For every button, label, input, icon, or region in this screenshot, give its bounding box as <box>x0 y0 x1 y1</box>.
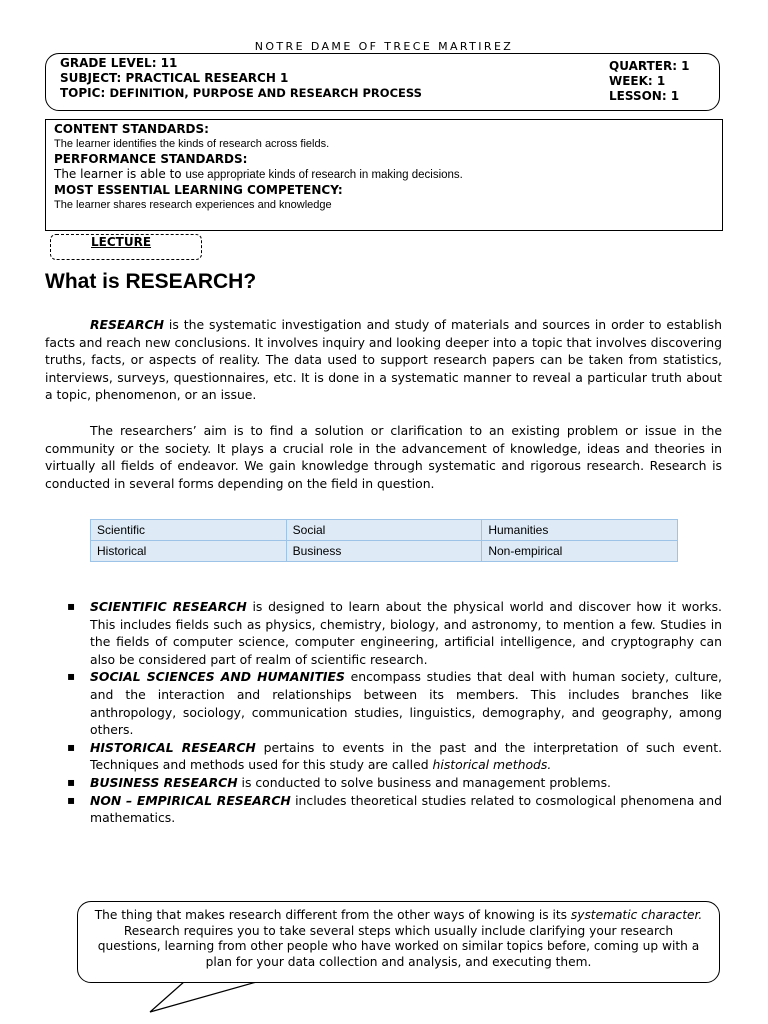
bullet-lead: SOCIAL SCIENCES AND HUMANITIES <box>90 669 345 685</box>
bullet-lead: NON – EMPIRICAL RESEARCH <box>90 792 291 808</box>
lesson: LESSON: 1 <box>609 89 680 103</box>
lecture-label: LECTURE <box>91 235 152 249</box>
school-name: NOTRE DAME OF TRECE MARTIREZ <box>254 40 514 53</box>
bullet-text: is conducted to solve business and management problems. <box>237 774 611 790</box>
bullet-text: encompass studies that deal with human society, culture, and the interaction and relationships between its members. This includes branches like anthropology, sociology, communication studies, linguistics, demography, and geography, among others. <box>90 669 722 738</box>
page-title: What is RESEARCH? <box>45 270 257 293</box>
table-cell: Humanities <box>482 520 678 541</box>
bullet-lead: HISTORICAL RESEARCH <box>90 739 256 755</box>
callout-rest: Research requires you to take several steps which usually include clarifying your research questions, learning from other people who have worked on similar topics before, coming up with a plan for your data collection and analysis, and executing them. <box>97 923 700 969</box>
table-cell: Social <box>286 520 482 541</box>
table-cell: Historical <box>91 541 287 562</box>
topic-value: DEFINITION, PURPOSE AND RESEARCH PROCESS <box>109 86 422 100</box>
grade-level: GRADE LEVEL: 11 <box>60 56 178 70</box>
bullet-italic-tail: historical methods. <box>432 757 552 773</box>
bullet-text: includes theoretical studies related to cosmological phenomena and mathematics. <box>90 792 722 826</box>
performance-standards-heading: PERFORMANCE STANDARDS: <box>54 152 248 166</box>
square-bullet-icon: ▪ <box>67 774 76 789</box>
performance-prefix: The learner is able to <box>54 167 186 181</box>
competency-text: The learner shares research experiences and knowledge <box>54 199 332 211</box>
square-bullet-icon: ▪ <box>67 599 76 613</box>
bullet-text: pertains to events in the past and the interpretation of such event. Techniques and methods used for this study are called <box>90 739 723 773</box>
bullet-text: is designed to learn about the physical world and discover how it works. This includes fields such as physics, chemistry, biology, and astronomy, to mention a few. Studies in the fields of computer science, computer engineering, artificial intelligence, and cryptography can also be considered part of realm of scientific research. <box>90 599 722 667</box>
research-term: RESEARCH <box>90 317 164 332</box>
square-bullet-icon: ▪ <box>67 669 76 684</box>
competency-heading: MOST ESSENTIAL LEARNING COMPETENCY: <box>54 183 343 197</box>
week: WEEK: 1 <box>609 74 666 88</box>
performance-rest: use appropriate kinds of research in making decisions. <box>185 169 463 181</box>
table-cell: Business <box>286 541 482 562</box>
callout-bubble <box>77 901 720 983</box>
callout-line1: The thing that makes research different from the other ways of knowing is its <box>94 908 571 922</box>
subject: SUBJECT: PRACTICAL RESEARCH 1 <box>60 71 289 85</box>
quarter: QUARTER: 1 <box>609 59 690 73</box>
content-standards-text: The learner identifies the kinds of research across fields. <box>54 138 330 150</box>
paragraph1-text: is the systematic investigation and study of materials and sources in order to establish facts and reach new conclusions. It involves inquiry and looking deeper into a topic that involves discovering truths, facts, or aspects of reality. The data used to support research papers can be taken from statistics, interviews, surveys, questionnaires, etc. It is done in a systematic manner to reveal a particular truth about a topic, phenomenon, or an issue. <box>45 317 722 403</box>
topic-label: TOPIC: <box>60 86 106 100</box>
speech-tail-shape <box>150 981 260 1012</box>
bullet-lead: SCIENTIFIC RESEARCH <box>90 599 247 614</box>
square-bullet-icon: ▪ <box>67 792 76 807</box>
table-cell: Scientific <box>91 520 287 541</box>
callout-italic: systematic character. <box>570 908 703 922</box>
content-standards-heading: CONTENT STANDARDS: <box>54 122 209 136</box>
bullet-lead: BUSINESS RESEARCH <box>90 774 238 790</box>
table-cell: Non-empirical <box>482 541 678 562</box>
paragraph2-text: The researchers’ aim is to find a solution or clarification to an existing problem or issue in the community or the society. It plays a crucial role in the advancement of knowledge, ideas and theories in virtually all fields of endeavor. We gain knowledge through systematic and rigorous research. Research is conducted in several forms depending on the field in question. <box>45 423 722 491</box>
square-bullet-icon: ▪ <box>67 739 76 754</box>
